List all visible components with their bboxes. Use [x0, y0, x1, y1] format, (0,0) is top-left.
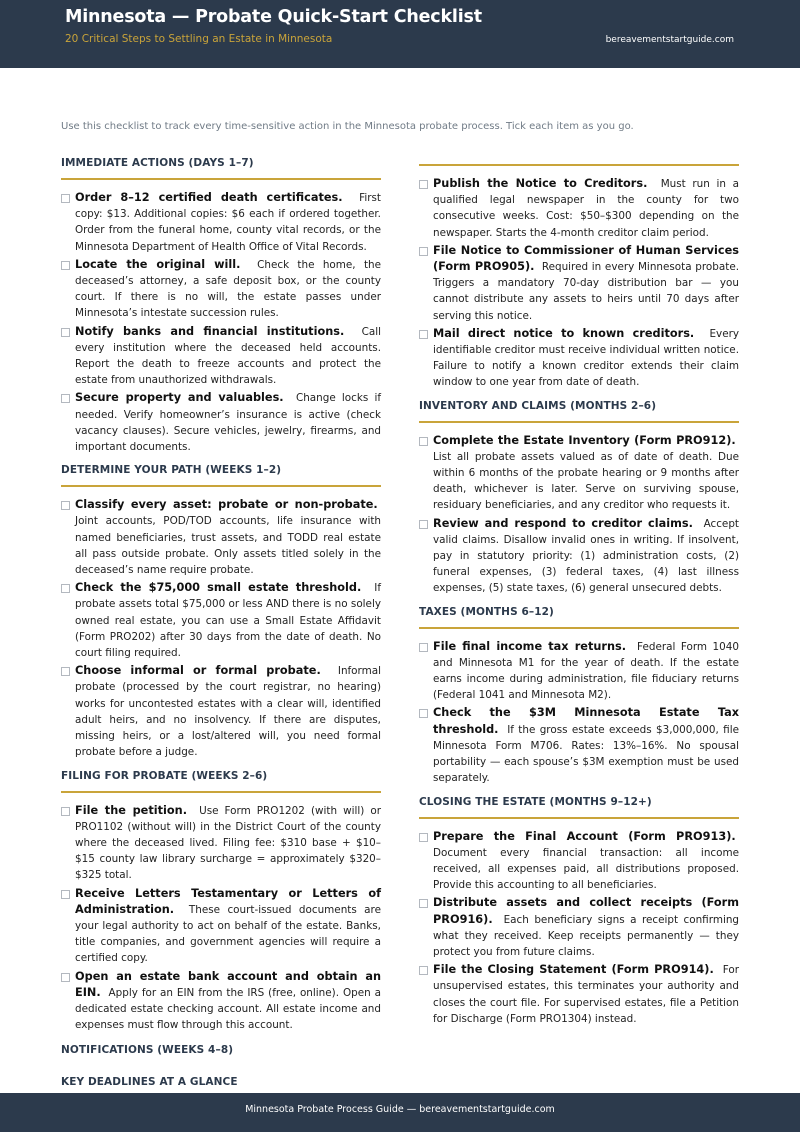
checklist-item	[419, 705, 739, 786]
item-lead: Order 8–12 certified death certificates.	[75, 191, 343, 204]
checkbox[interactable]	[61, 261, 70, 270]
checklist-item	[61, 497, 381, 578]
checkbox[interactable]	[61, 584, 70, 593]
item-body: Each beneficiary signs a receipt confirming what they received. Keep receipts permanently — they protect you from future claims.	[433, 913, 740, 958]
section-heading-filing: FILING FOR PROBATE (WEEKS 2–6)	[61, 769, 381, 793]
header-site-url: bereavementstartguide.com	[605, 35, 734, 45]
checklist-item	[419, 895, 739, 960]
item-lead: Check the $3M Minnesota Estate Tax threshold.	[433, 706, 739, 736]
item-lead: Mail direct notice to known creditors.	[433, 326, 695, 340]
section-heading-immediate: IMMEDIATE ACTIONS (DAYS 1–7)	[61, 156, 381, 180]
checklist-item	[61, 190, 381, 255]
item-lead: Review and respond to creditor claims.	[433, 516, 693, 530]
checkbox[interactable]	[419, 709, 428, 718]
checklist-item	[61, 663, 381, 760]
checkbox[interactable]	[61, 328, 70, 337]
checklist-item	[61, 580, 381, 661]
item-lead: File Notice to Commissioner of Human Services (Form PRO905).	[433, 243, 739, 274]
item-body: Apply for an EIN from the IRS (free, online). Open a dedicated estate checking account. All estate income and expenses must flow through this account.	[75, 986, 381, 1032]
checkbox[interactable]	[419, 180, 428, 189]
checkbox[interactable]	[419, 437, 428, 446]
checkbox[interactable]	[61, 973, 70, 982]
checklist-item	[419, 639, 739, 704]
section-heading-closing: CLOSING THE ESTATE (MONTHS 9–12+)	[419, 795, 739, 819]
item-lead: Receive Letters Testamentary or Letters of Administration.	[75, 886, 381, 916]
item-lead: File the Closing Statement (Form PRO914).	[433, 963, 714, 977]
checkbox[interactable]	[61, 890, 70, 899]
item-body: Document every financial transaction: all income received, all expenses paid, all distributions proposed. Provide this accounting to all beneficiaries.	[433, 846, 739, 892]
page-title: Minnesota — Probate Quick-Start Checklist	[65, 7, 482, 27]
item-body: Joint accounts, POD/TOD accounts, life insurance with named beneficiaries, trust assets, and TODD real estate all pass outside probate. Only assets titled solely in the deceased’s name require probate.	[75, 515, 381, 577]
checkbox[interactable]	[419, 520, 428, 529]
section-heading-deadlines: KEY DEADLINES AT A GLANCE	[61, 1075, 739, 1099]
item-body: Informal probate (processed by the court registrar, no hearing) works for uncontested estates with a clear will, identified adult heirs, and no insolvency. If there are disputes, missing heirs, or a lost/altered will, you need formal probate before a judge.	[75, 665, 382, 759]
section-rule	[419, 164, 739, 166]
item-lead: Publish the Notice to Creditors.	[433, 177, 648, 190]
item-body: First copy: $13. Additional copies: $6 each if ordered together. Order from the funeral home, county vital records, or the Minnesota Department of Health Office of Vital Records.	[75, 192, 381, 253]
left-column	[61, 156, 381, 1109]
checklist-item	[61, 257, 381, 322]
item-body: Required in every Minnesota probate. Triggers a mandatory 70-day distribution bar — you cannot distribute any assets to heirs until 70 days after serving this notice.	[433, 261, 740, 322]
item-lead: Choose informal or formal probate.	[75, 664, 321, 678]
checklist-item	[419, 829, 739, 894]
checklist-item	[61, 969, 381, 1034]
checkbox[interactable]	[419, 833, 428, 842]
item-body: Accept valid claims. Disallow invalid ones in writing. If insolvent, pay in statutory priority: (1) administration costs, (2) funeral expenses, (3) federal taxes, (4) last illness expenses, (5) state taxes, (6) general unsecured debts.	[433, 517, 739, 595]
checklist-item	[419, 516, 739, 597]
checkbox[interactable]	[419, 330, 428, 339]
checkbox[interactable]	[61, 667, 70, 676]
item-lead: Distribute assets and collect receipts (Form PRO916).	[433, 896, 739, 926]
item-lead: Check the $75,000 small estate threshold.	[75, 581, 362, 595]
checklist-item	[419, 433, 739, 514]
item-body: If probate assets total $75,000 or less AND there is no solely owned real estate, you can use a Small Estate Affidavit (Form PRO202) after 30 days from the date of death. No court filing required.	[75, 582, 382, 660]
item-body: Check the home, the deceased’s attorney, a safe deposit box, or the county court. If there is no will, the estate passes under Minnesota’s intestate succession rules.	[75, 258, 381, 320]
checkbox[interactable]	[419, 966, 428, 975]
checkbox[interactable]	[61, 394, 70, 403]
section-heading-notifications: NOTIFICATIONS (WEEKS 4–8)	[61, 1044, 234, 1057]
page-header	[0, 0, 800, 68]
checklist-item	[419, 243, 739, 324]
item-lead: Notify banks and financial institutions.	[75, 324, 345, 338]
item-lead: Complete the Estate Inventory (Form PRO912).	[433, 433, 736, 447]
item-body: Every identifiable creditor must receive individual written notice. Failure to notify a known creditor extends their claim window to one year from date of death.	[433, 327, 740, 389]
item-lead: Locate the original will.	[75, 257, 241, 271]
item-body: Change locks if needed. Verify homeowner’s insurance is active (check vacancy clauses). Secure vehicles, jewelry, firearms, and important documents.	[75, 392, 381, 454]
item-lead: File final income tax returns.	[433, 639, 627, 653]
section-heading-taxes: TAXES (MONTHS 6–12)	[419, 605, 739, 629]
right-column	[419, 156, 739, 1029]
checkbox[interactable]	[61, 807, 70, 816]
item-lead: File the petition.	[75, 803, 187, 817]
section-heading-path: DETERMINE YOUR PATH (WEEKS 1–2)	[61, 463, 381, 487]
checklist-item	[419, 962, 739, 1027]
item-body: These court-issued documents are your legal authority to act on behalf of the estate. Banks, title companies, and government agencies will require a certified copy.	[75, 903, 381, 965]
item-body: List all probate assets valued as of date of death. Due within 6 months of the probate hearing or 9 months after death, whichever is later. Serve on surviving spouse, residuary beneficiaries, and any creditor who requests it.	[433, 450, 739, 512]
intro-text: Use this checklist to track every time-sensitive action in the Minnesota probate process. Tick each item as you go.	[61, 121, 634, 132]
page-subtitle: 20 Critical Steps to Settling an Estate in Minnesota	[65, 33, 333, 45]
checkbox[interactable]	[61, 194, 70, 203]
item-body: Use Form PRO1202 (with will) or PRO1102 (without will) in the District Court of the county where the deceased lived. Filing fee: $310 base + $10–$15 county law library surcharge = approximately $320–$325 total.	[75, 804, 381, 882]
checklist-item	[61, 324, 381, 389]
item-body: Must run in a qualified legal newspaper in the county for two consecutive weeks. Cost: $50–$300 depending on the newspaper. Starts the 4-month creditor claim period.	[433, 178, 739, 239]
item-lead: Open an estate bank account and obtain an EIN.	[75, 969, 381, 999]
page-footer	[0, 1093, 800, 1132]
checklist-item	[419, 326, 739, 391]
checkbox[interactable]	[419, 899, 428, 908]
checklist-item	[419, 176, 739, 241]
item-body: Federal Form 1040 and Minnesota M1 for the year of death. If the estate earns income during administration, file fiduciary returns (Federal 1041 and Minnesota M2).	[433, 640, 739, 702]
item-body: Call every institution where the deceased held accounts. Report the death to freeze accounts and protect the estate from unauthorized withdrawals.	[75, 325, 381, 387]
item-body: For unsupervised estates, this terminates your authority and closes the court file. For supervised estates, file a Petition for Discharge (Form PRO1304) instead.	[433, 964, 739, 1025]
checkbox[interactable]	[419, 643, 428, 652]
item-body: If the gross estate exceeds $3,000,000, file Minnesota Form M706. Rates: 13%–16%. No spousal portability — each spouse’s $3M exemption must be used separately.	[433, 723, 739, 785]
checklist-item	[61, 886, 381, 967]
checklist-item	[61, 803, 381, 884]
item-lead: Prepare the Final Account (Form PRO913).	[433, 829, 736, 843]
item-lead: Secure property and valuables.	[75, 391, 284, 405]
checkbox[interactable]	[419, 247, 428, 256]
checkbox[interactable]	[61, 501, 70, 510]
item-lead: Classify every asset: probate or non-probate.	[75, 498, 378, 512]
footer-text: Minnesota Probate Process Guide — bereavementstartguide.com	[245, 1104, 555, 1115]
checklist-item	[61, 390, 381, 455]
section-heading-inventory: INVENTORY AND CLAIMS (MONTHS 2–6)	[419, 399, 739, 423]
